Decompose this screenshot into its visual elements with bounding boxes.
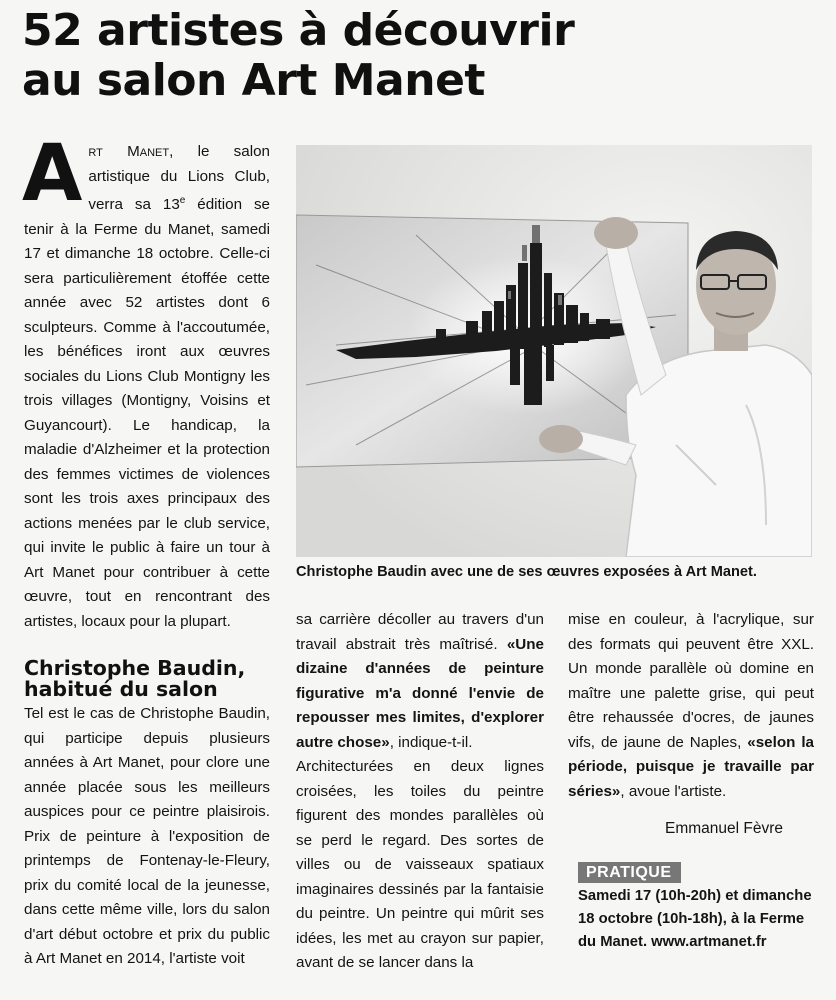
intro-paragraph [22,129,270,634]
body-paragraph-3: Architecturées en deux lignes croisées, les toiles du peintre figurent des mondes parallèles où se perd le regard. Des sortes de villes ou de vaisseaux spatiaux imaginaires dessinés par la fantaisie du peintre. Un peintre qui mûrit ses idées, les met au crayon sur papier, avant de se lancer dans la [296,758,544,971]
intro-smallcaps: rt Manet [88,143,170,160]
author-signature: Emmanuel Fèvre [665,820,784,837]
body-paragraph-4 [568,608,814,804]
col2-text-b: , indique-t-il. [389,733,473,751]
subheading [24,658,270,700]
pratique-text: Samedi 17 (10h-20h) et dimanche 18 octobre (10h-18h), à la Ferme du Manet. www.artmanet.fr [578,888,812,950]
headline-line-1: 52 artistes à découvrir [22,5,575,56]
drop-cap: A [22,129,83,219]
headline-line-2: au salon Art Manet [22,55,485,106]
column-3 [568,608,814,804]
photo-caption: Christophe Baudin avec une de ses œuvres exposées à Art Manet. [296,564,757,580]
intro-text-continued: édition se tenir à la Ferme du Manet, samedi 17 et dimanche 18 octobre. Celle-ci sera particulièrement étoffée cette année avec 52 artistes dont 6 sculpteurs. Comme à l'accoutumée, les bénéfices iront aux œuvres sociales du Lions Club Montigny les trois villages (Montigny, Voisins et Guyancourt). Le handicap, la maladie d'Alzheimer et la protection des femmes victimes de violences sont les trois axes principaux des actions menées par le club service, qui invite le public à faire un tour à Art Manet pour contribuer à cette œuvre, tout en rencontrant des artistes, locaux pour la plupart. [24,196,270,630]
col2-text-a: sa carrière décoller au travers d'un travail abstrait très maîtrisé. [296,611,544,653]
pratique-title: PRATIQUE [578,862,681,883]
col3-text-a: mise en couleur, à l'acrylique, sur des formats qui peuvent être XXL. Un monde parallèle où domine en maître une palette grise, qui peut être rehaussée d'ocres, de jaunes vifs, de jaune de Naples, [568,611,814,751]
col3-text-b: , avoue l'artiste. [620,782,727,800]
artist-quote-1: «Une dizaine d'années de peinture figurative m'a donné l'envie de repousser mes limites, d'explorer autre chose» [296,635,544,751]
body-paragraph-2 [296,608,544,755]
edition-superscript: e [179,195,186,206]
body-paragraph-1: Tel est le cas de Christophe Baudin, qui participe depuis plusieurs années à Art Manet, pour clore une année placée sous les meilleurs auspices pour ce peintre plaisirois. Prix de peinture à l'exposition de printemps de Fontenay-le-Fleury, prix du comité local de la jeunesse, dans cette même ville, lors du salon d'art début octobre et prix du public à Art Manet en 2014, l'artiste voit [24,705,270,968]
column-1 [22,129,270,972]
intro-text: , le salon artistique du Lions Club, verra sa 13 [88,143,270,214]
artist-photo [296,145,812,557]
artist-quote-2: «selon la période, puisque je travaille par séries» [568,733,815,800]
subheading-line-2: habitué du salon [24,677,218,702]
pratique-box [578,862,812,954]
photo-illustration [296,145,812,557]
article-headline [22,6,822,106]
column-2 [296,608,544,976]
subheading-line-1: Christophe Baudin, [24,656,246,681]
